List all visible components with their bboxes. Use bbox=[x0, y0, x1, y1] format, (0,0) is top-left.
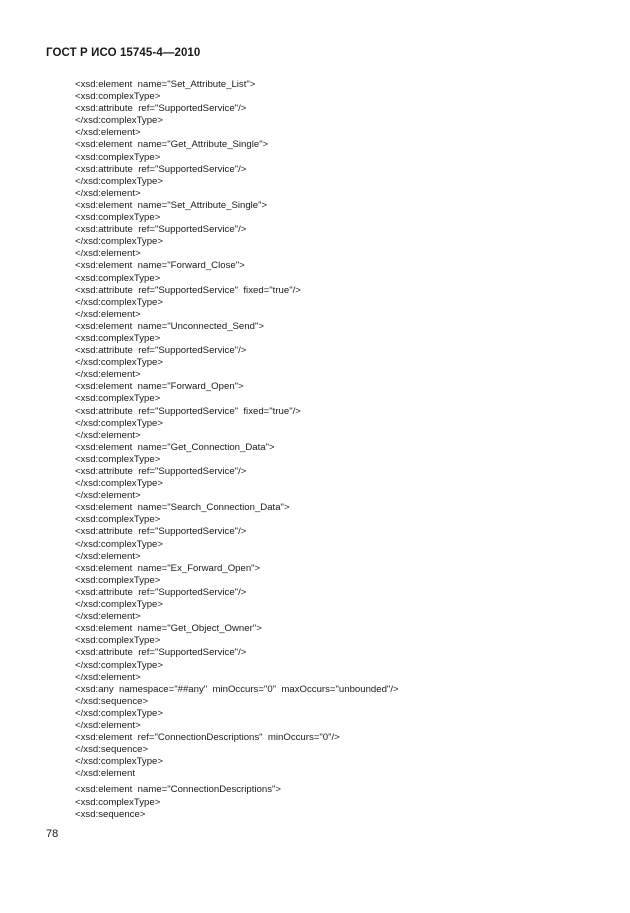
code-line: <xsd:attribute ref="SupportedService" fixed="true"/> bbox=[75, 405, 301, 417]
code-line: </xsd:element> bbox=[75, 490, 141, 502]
code-line: <xsd:element name="Set_Attribute_Single"> bbox=[75, 199, 268, 211]
code-line: <xsd:attribute ref="SupportedService"/> bbox=[75, 103, 247, 115]
code-line: <xsd:element name="Get_Attribute_Single"> bbox=[75, 139, 269, 151]
code-line: <xsd:complexType> bbox=[75, 574, 161, 586]
code-line: </xsd:element> bbox=[75, 550, 141, 562]
code-line: </xsd:complexType> bbox=[75, 659, 163, 671]
code-line: </xsd:element> bbox=[75, 429, 141, 441]
code-line: </xsd:element> bbox=[75, 719, 141, 731]
code-line: <xsd:element name="Unconnected_Send"> bbox=[75, 320, 264, 332]
document-header: ГОСТ Р ИСО 15745-4—2010 bbox=[46, 47, 201, 59]
code-line: <xsd:element name="Ex_Forward_Open"> bbox=[75, 562, 261, 574]
code-line: <xsd:complexType> bbox=[75, 91, 161, 103]
code-line: </xsd:complexType> bbox=[75, 707, 163, 719]
code-line: </xsd:complexType> bbox=[75, 599, 163, 611]
code-line: </xsd:sequence> bbox=[75, 744, 149, 756]
code-line: <xsd:complexType> bbox=[75, 151, 161, 163]
code-line: </xsd:element bbox=[75, 768, 135, 780]
code-line: <xsd:attribute ref="SupportedService" fixed="true"/> bbox=[75, 284, 301, 296]
code-line: <xsd:complexType> bbox=[75, 796, 161, 808]
code-line: <xsd:attribute ref="SupportedService"/> bbox=[75, 647, 247, 659]
code-line: <xsd:attribute ref="SupportedService"/> bbox=[75, 526, 247, 538]
code-line: <xsd:sequence> bbox=[75, 808, 146, 820]
code-line: <xsd:any namespace="##any" minOccurs="0" maxOccurs="unbounded"/> bbox=[75, 683, 399, 695]
code-line: <xsd:complexType> bbox=[75, 514, 161, 526]
code-line: <xsd:element name="ConnectionDescriptions"> bbox=[75, 784, 281, 796]
code-line: <xsd:complexType> bbox=[75, 393, 161, 405]
code-line: <xsd:attribute ref="SupportedService"/> bbox=[75, 586, 247, 598]
code-line: </xsd:complexType> bbox=[75, 296, 163, 308]
code-line: <xsd:element name="Get_Object_Owner"> bbox=[75, 623, 262, 635]
code-line: </xsd:complexType> bbox=[75, 417, 163, 429]
code-line: <xsd:attribute ref="SupportedService"/> bbox=[75, 224, 247, 236]
code-line: <xsd:element name="Forward_Close"> bbox=[75, 260, 245, 272]
code-line: </xsd:element> bbox=[75, 308, 141, 320]
code-line: <xsd:element name="Get_Connection_Data"> bbox=[75, 441, 275, 453]
code-line: <xsd:element ref="ConnectionDescriptions" minOccurs="0"/> bbox=[75, 732, 340, 744]
code-line: </xsd:element> bbox=[75, 127, 141, 139]
code-line: <xsd:complexType> bbox=[75, 332, 161, 344]
code-line: <xsd:element name="Search_Connection_Data"> bbox=[75, 502, 290, 514]
code-line: </xsd:complexType> bbox=[75, 538, 163, 550]
code-line: </xsd:element> bbox=[75, 611, 141, 623]
code-line: <xsd:complexType> bbox=[75, 212, 161, 224]
code-line: </xsd:complexType> bbox=[75, 236, 163, 248]
code-line: <xsd:attribute ref="SupportedService"/> bbox=[75, 163, 247, 175]
code-line: </xsd:sequence> bbox=[75, 695, 149, 707]
code-line: <xsd:attribute ref="SupportedService"/> bbox=[75, 466, 247, 477]
code-line: </xsd:complexType> bbox=[75, 115, 163, 127]
code-line: </xsd:element> bbox=[75, 369, 141, 381]
code-line: </xsd:complexType> bbox=[75, 175, 163, 187]
code-line: </xsd:element> bbox=[75, 248, 141, 260]
code-line: <xsd:complexType> bbox=[75, 635, 161, 647]
code-line: <xsd:attribute ref="SupportedService"/> bbox=[75, 345, 247, 357]
code-line: <xsd:complexType> bbox=[75, 272, 161, 284]
code-line: <xsd:element name="Forward_Open"> bbox=[75, 381, 244, 393]
code-line: </xsd:element> bbox=[75, 671, 141, 683]
code-line: <xsd:complexType> bbox=[75, 453, 161, 465]
code-line: </xsd:element> bbox=[75, 187, 141, 199]
code-line: </xsd:complexType> bbox=[75, 756, 163, 768]
code-line: <xsd:element name="Set_Attribute_List"> bbox=[75, 79, 256, 90]
xsd-code-block bbox=[75, 79, 595, 821]
page-number: 78 bbox=[46, 828, 59, 840]
code-line: </xsd:complexType> bbox=[75, 357, 163, 369]
code-line: </xsd:complexType> bbox=[75, 478, 163, 490]
